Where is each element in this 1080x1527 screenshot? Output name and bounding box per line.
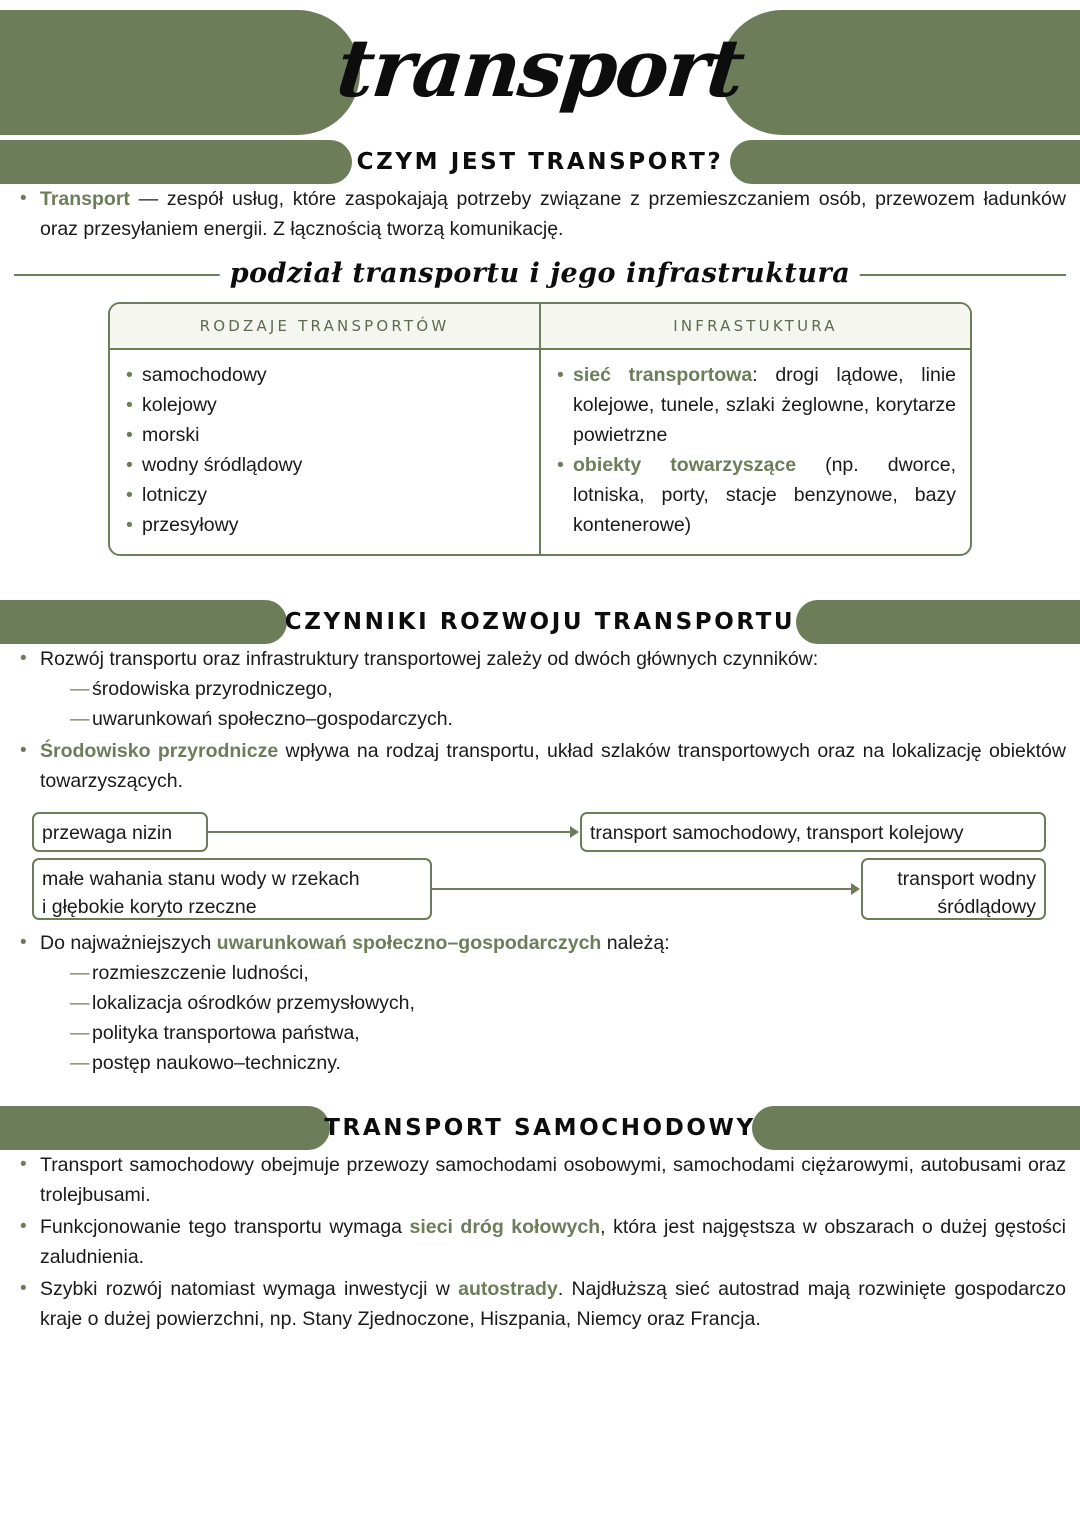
page-title: transport: [332, 21, 748, 115]
env-term: Środowisko przyrodnicze: [40, 740, 279, 762]
list-item: [14, 1212, 1066, 1272]
table-header-infrastruktura: INFRASTUKTURA: [540, 304, 970, 349]
table-header-row: [110, 304, 970, 349]
infra-text-1: : drogi lądowe, linie kolejowe, tunele, szlaki żeglowne, korytarze powietrzne: [573, 364, 956, 446]
rodzaje-list: [124, 360, 525, 540]
list-item: • morski: [124, 420, 525, 450]
road-p2-pre: Funkcjonowanie tego transportu wymaga: [40, 1216, 410, 1238]
section-heading-transport-samochodowy: TRANSPORT SAMOCHODOWY: [324, 1115, 756, 1141]
factors-list: [14, 644, 1066, 796]
infra-term-1: sieć transportowa: [573, 364, 753, 386]
section-heading-czynniki-rozwoju: CZYNNIKI ROZWOJU TRANSPORTU: [284, 609, 796, 635]
road-p2-bold: sieci dróg kołowych: [409, 1216, 601, 1238]
section-body-czym-jest-transport: [0, 184, 1080, 556]
divider-label: podział transportu i jego infrastruktura: [220, 252, 860, 296]
list-item: [14, 928, 1066, 1078]
socio-lead-bold: uwarunkowań społeczno–gospodarczych: [216, 932, 602, 954]
flow-diagram: [14, 806, 1080, 922]
flow-box-transport-wodny: [861, 858, 1046, 920]
factors-lead: Rozwój transportu oraz infrastruktury transportowej zależy od dwóch głównych czynników:: [40, 648, 819, 670]
flow-connector-1: [208, 831, 571, 833]
section-banner-czynniki-rozwoju: [0, 600, 1080, 644]
intro-term: Transport: [40, 188, 130, 210]
flow-box-transport-samochodowy-kolejowy: transport samochodowy, transport kolejowy: [580, 812, 1046, 852]
flow-box-wodny-line1: transport wodny: [897, 868, 1036, 890]
table-header-rodzaje: RODZAJE TRANSPORTÓW: [110, 304, 540, 349]
list-item: [555, 360, 956, 450]
section-banner-transport-samochodowy: [0, 1106, 1080, 1150]
list-item: • lotniczy: [124, 480, 525, 510]
road-list: [14, 1150, 1066, 1334]
socio-lead-post: należą:: [601, 932, 670, 954]
env-text: wpływa na rodzaj transportu, układ szlaków transportowych oraz na lokalizację obiektów towarzyszących.: [40, 740, 1066, 792]
infrastruktura-list: [555, 360, 956, 540]
flow-box-wahania-line2: i głębokie koryto rzeczne: [42, 896, 257, 918]
list-item: • przesyłowy: [124, 510, 525, 540]
list-item: — rozmieszczenie ludności,: [70, 958, 1066, 988]
flow-box-wahania-wody: [32, 858, 432, 920]
intro-definition: zespół usług, które zaspokajają potrzeby związane z przemieszczaniem osób, przewozem ładunków oraz przesyłaniem energii. Z łącznością tworzą komunikację.: [40, 188, 1066, 240]
section-banner-czym-jest-transport: [0, 140, 1080, 184]
infra-term-2: obiekty towarzyszące: [573, 454, 797, 476]
flow-arrowhead-1: [570, 826, 579, 838]
road-p3-pre: Szybki rozwój natomiast wymaga inwestycji w: [40, 1278, 459, 1300]
handwritten-divider: [14, 252, 1066, 296]
list-item: • Transport samochodowy obejmuje przewozy samochodami osobowymi, samochodami ciężarowymi, autobusami oraz trolejbusami.: [14, 1150, 1066, 1210]
list-item: — uwarunkowań społeczno–gospodarczych.: [70, 704, 1066, 734]
list-item: [555, 450, 956, 540]
infra-text-2: (np. dworce, lotniska, porty, stacje benzynowe, bazy kontenerowe): [573, 454, 957, 536]
section-heading-czym-jest-transport: CZYM JEST TRANSPORT?: [356, 149, 724, 175]
flow-box-przewaga-nizin: przewaga nizin: [32, 812, 208, 852]
list-item: • kolejowy: [124, 390, 525, 420]
flow-arrowhead-2: [851, 883, 860, 895]
road-p3-post: . Najdłuższą sieć autostrad mają rozwinięte gospodarczo kraje o dużej powierzchni, np. Stany Zjednoczone, Hiszpania, Niemcy oraz Francja.: [40, 1278, 1066, 1330]
intro-list: [14, 184, 1066, 244]
flow-connector-2: [432, 888, 852, 890]
list-item: — polityka transportowa państwa,: [70, 1018, 1066, 1048]
list-item: [14, 184, 1066, 244]
factors-dash-list: [40, 674, 1066, 734]
road-p3-bold: autostrady: [458, 1278, 558, 1300]
list-item: — środowiska przyrodniczego,: [70, 674, 1066, 704]
flow-box-wahania-line1: małe wahania stanu wody w rzekach: [42, 868, 360, 890]
intro-dash: —: [129, 188, 167, 210]
socio-dash-list: [40, 958, 1066, 1078]
road-p2-post: , która jest najgęstsza w obszarach o dużej gęstości zaludnienia.: [40, 1216, 1066, 1268]
table-row: [110, 349, 970, 554]
list-item: • samochodowy: [124, 360, 525, 390]
flow-box-wodny-line2: śródlądowy: [937, 896, 1036, 918]
list-item: — postęp naukowo–techniczny.: [70, 1048, 1066, 1078]
section-body-czynniki-rozwoju: [0, 644, 1080, 1078]
table-cell-rodzaje: [110, 349, 540, 554]
transport-table: [108, 302, 972, 556]
list-item: [14, 1274, 1066, 1334]
page-title-banner: [0, 0, 1080, 140]
list-item: • wodny śródlądowy: [124, 450, 525, 480]
list-item: [14, 736, 1066, 796]
socio-list: [14, 928, 1066, 1078]
list-item: — lokalizacja ośrodków przemysłowych,: [70, 988, 1066, 1018]
socio-lead-pre: Do najważniejszych: [40, 932, 217, 954]
table-cell-infrastruktura: [540, 349, 970, 554]
section-body-transport-samochodowy: [0, 1150, 1080, 1334]
list-item: [14, 644, 1066, 734]
